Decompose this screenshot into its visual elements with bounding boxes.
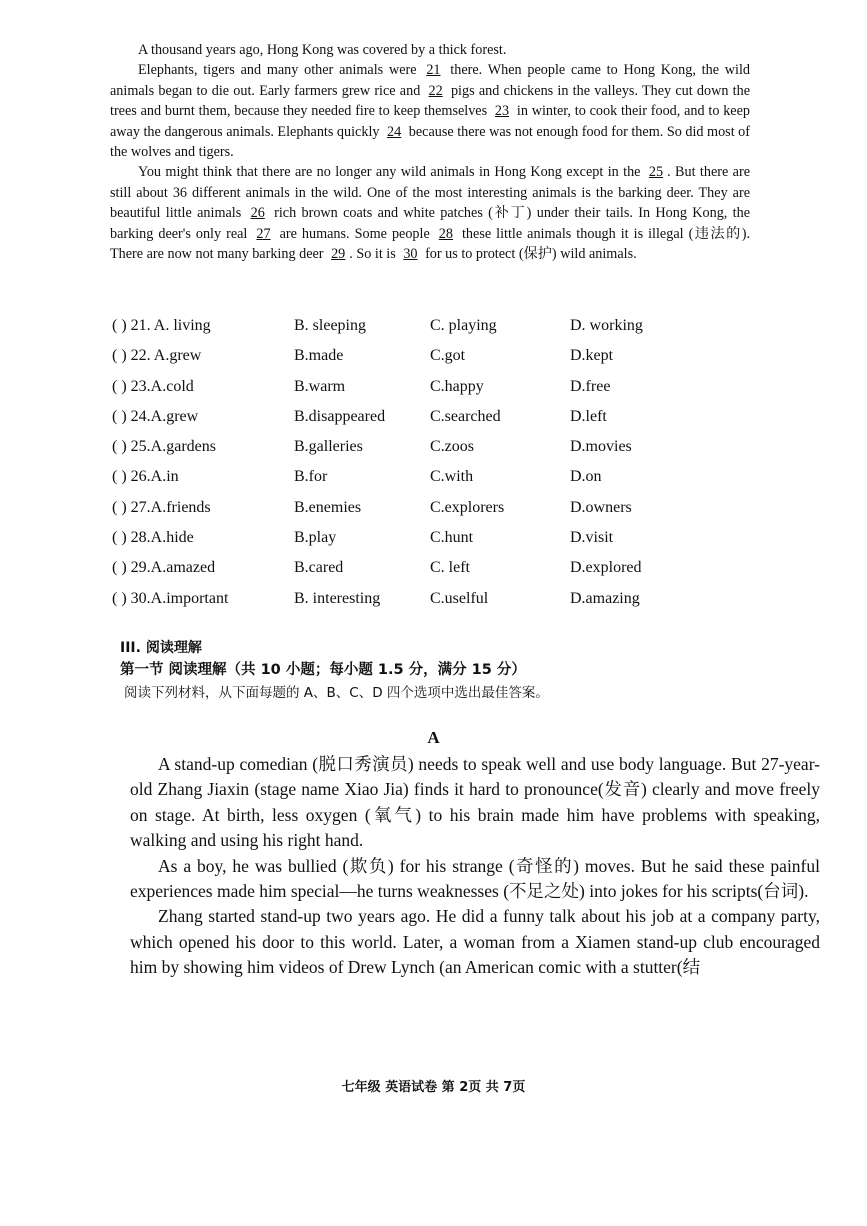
option-d: D.amazing (570, 589, 640, 607)
option-b: B.disappeared (294, 407, 386, 425)
option-c: C.zoos (430, 438, 474, 456)
option-b: B. interesting (294, 589, 381, 607)
option-num: ( ) 22. A.grew (112, 347, 202, 365)
option-num: ( ) 28.A.hide (112, 529, 194, 547)
blank-30: 30 (403, 246, 418, 263)
reading-section-header (120, 637, 760, 705)
option-b: B. sleeping (294, 317, 366, 334)
option-c: C.got (430, 347, 466, 365)
blank-24: 24 (387, 123, 402, 140)
option-num: ( ) 29.A.amazed (112, 559, 216, 577)
blank-22: 22 (428, 82, 443, 99)
option-b: B.for (294, 468, 328, 486)
blank-28: 28 (438, 225, 453, 242)
option-d: D.owners (570, 498, 632, 516)
option-row-28 (112, 525, 752, 555)
cloze-paragraph-3: You might think that there are no longer any wild animals in Hong Kong except in the 25 . But there are still about 36 different animals in the wild. One of the most interesting animals is the barking deer. They are beautiful little animals 26 rich brown coats and white patches (补丁) under their tails. In Hong Kong, the barking deer's only real 27 are humans. Some people 28 these little animals though it is illegal (违法的). There are now not many barking deer 29 . So it is 30 for us to protect (保护) wild animals. (110, 164, 751, 263)
option-c: C. left (430, 559, 470, 577)
blank-27: 27 (256, 225, 271, 242)
option-b: B.galleries (294, 438, 363, 456)
option-row-29 (112, 555, 752, 585)
section-instruction: 阅读下列材料，从下面每题的 A、B、C、D 四个选项中选出最佳答案。 (124, 685, 549, 701)
passage-label: A (427, 728, 440, 747)
page-footer: 七年级 英语试卷 第 2页 共 7页 (341, 1080, 526, 1095)
option-row-22 (112, 343, 752, 373)
reading-passage-a (130, 752, 820, 981)
option-num: ( ) 30.A.important (112, 589, 229, 607)
option-d: D.left (570, 407, 607, 425)
option-b: B.warm (294, 377, 346, 395)
section-title: III. 阅读理解 (120, 640, 202, 656)
cloze-paragraph-1: A thousand years ago, Hong Kong was covered by a thick forest. (138, 42, 507, 58)
passage-paragraph-3: Zhang started stand-up two years ago. He did a funny talk about his job at a company party, which opened his door to this world. Later, a woman from a Xiamen stand-up club encouraged him by showing him videos of Drew Lynch (an American comic with a stutter(结 (130, 906, 820, 978)
option-row-23 (112, 374, 752, 404)
option-c: C.with (430, 468, 474, 486)
blank-25: 25 (648, 164, 664, 181)
option-c: C. playing (430, 317, 497, 334)
cloze-options (112, 313, 752, 616)
option-num: ( ) 23.A.cold (112, 377, 194, 395)
option-b: B.play (294, 529, 337, 547)
option-d: D.explored (570, 559, 642, 577)
section-subtitle: 第一节 阅读理解（共 10 小题；每小题 1.5 分，满分 15 分） (120, 662, 526, 678)
option-row-21 (112, 313, 752, 343)
option-num: ( ) 27.A.friends (112, 498, 211, 516)
option-b: B.made (294, 347, 344, 365)
option-row-30 (112, 586, 752, 616)
option-d: D.kept (570, 347, 614, 365)
option-d: D.on (570, 468, 602, 486)
option-row-27 (112, 495, 752, 525)
option-row-25 (112, 434, 752, 464)
option-row-24 (112, 404, 752, 434)
passage-paragraph-1: A stand-up comedian (脱口秀演员) needs to speak well and use body language. But 27-year-old Zhang Jiaxin (stage name Xiao Jia) finds it hard to pronounce(发音) clearly and move freely on stage. At birth, less oxygen (氧气) to his brain made him have problems with speaking, walking and using his right hand. (130, 754, 820, 851)
option-row-26 (112, 464, 752, 494)
option-num: ( ) 25.A.gardens (112, 438, 216, 456)
option-num: ( ) 26.A.in (112, 468, 179, 486)
option-d: D.visit (570, 529, 614, 547)
cloze-passage (110, 40, 750, 264)
option-b: B.cared (294, 559, 344, 577)
option-b: B.enemies (294, 498, 362, 516)
blank-29: 29 (331, 246, 346, 263)
option-d: D.free (570, 377, 611, 395)
option-c: C.happy (430, 377, 484, 395)
option-c: C.hunt (430, 529, 474, 547)
option-num: ( ) 21. A. living (112, 317, 211, 334)
blank-26: 26 (250, 205, 265, 222)
option-c: C.searched (430, 407, 501, 425)
option-num: ( ) 24.A.grew (112, 407, 199, 425)
blank-21: 21 (426, 62, 441, 79)
option-d: D. working (570, 317, 643, 334)
option-d: D.movies (570, 438, 632, 456)
option-c: C.uselful (430, 589, 489, 607)
passage-paragraph-2: As a boy, he was bullied (欺负) for his strange (奇怪的) moves. But he said these painful experiences made him special—he turns weaknesses (不足之处) into jokes for his scripts(台词). (130, 855, 820, 902)
blank-23: 23 (494, 103, 510, 120)
cloze-paragraph-2: Elephants, tigers and many other animals were 21 there. When people came to Hong Kong, the wild animals began to die out. Early farmers grew rice and 22 pigs and chickens in the valleys. They cut down the trees and burnt them, because they needed fire to keep themselves 23 in winter, to cook their food, and to keep away the dangerous animals. Elephants quickly 24 because there was not enough food for them. So did most of the wolves and tigers. (110, 62, 750, 161)
option-c: C.explorers (430, 498, 505, 516)
